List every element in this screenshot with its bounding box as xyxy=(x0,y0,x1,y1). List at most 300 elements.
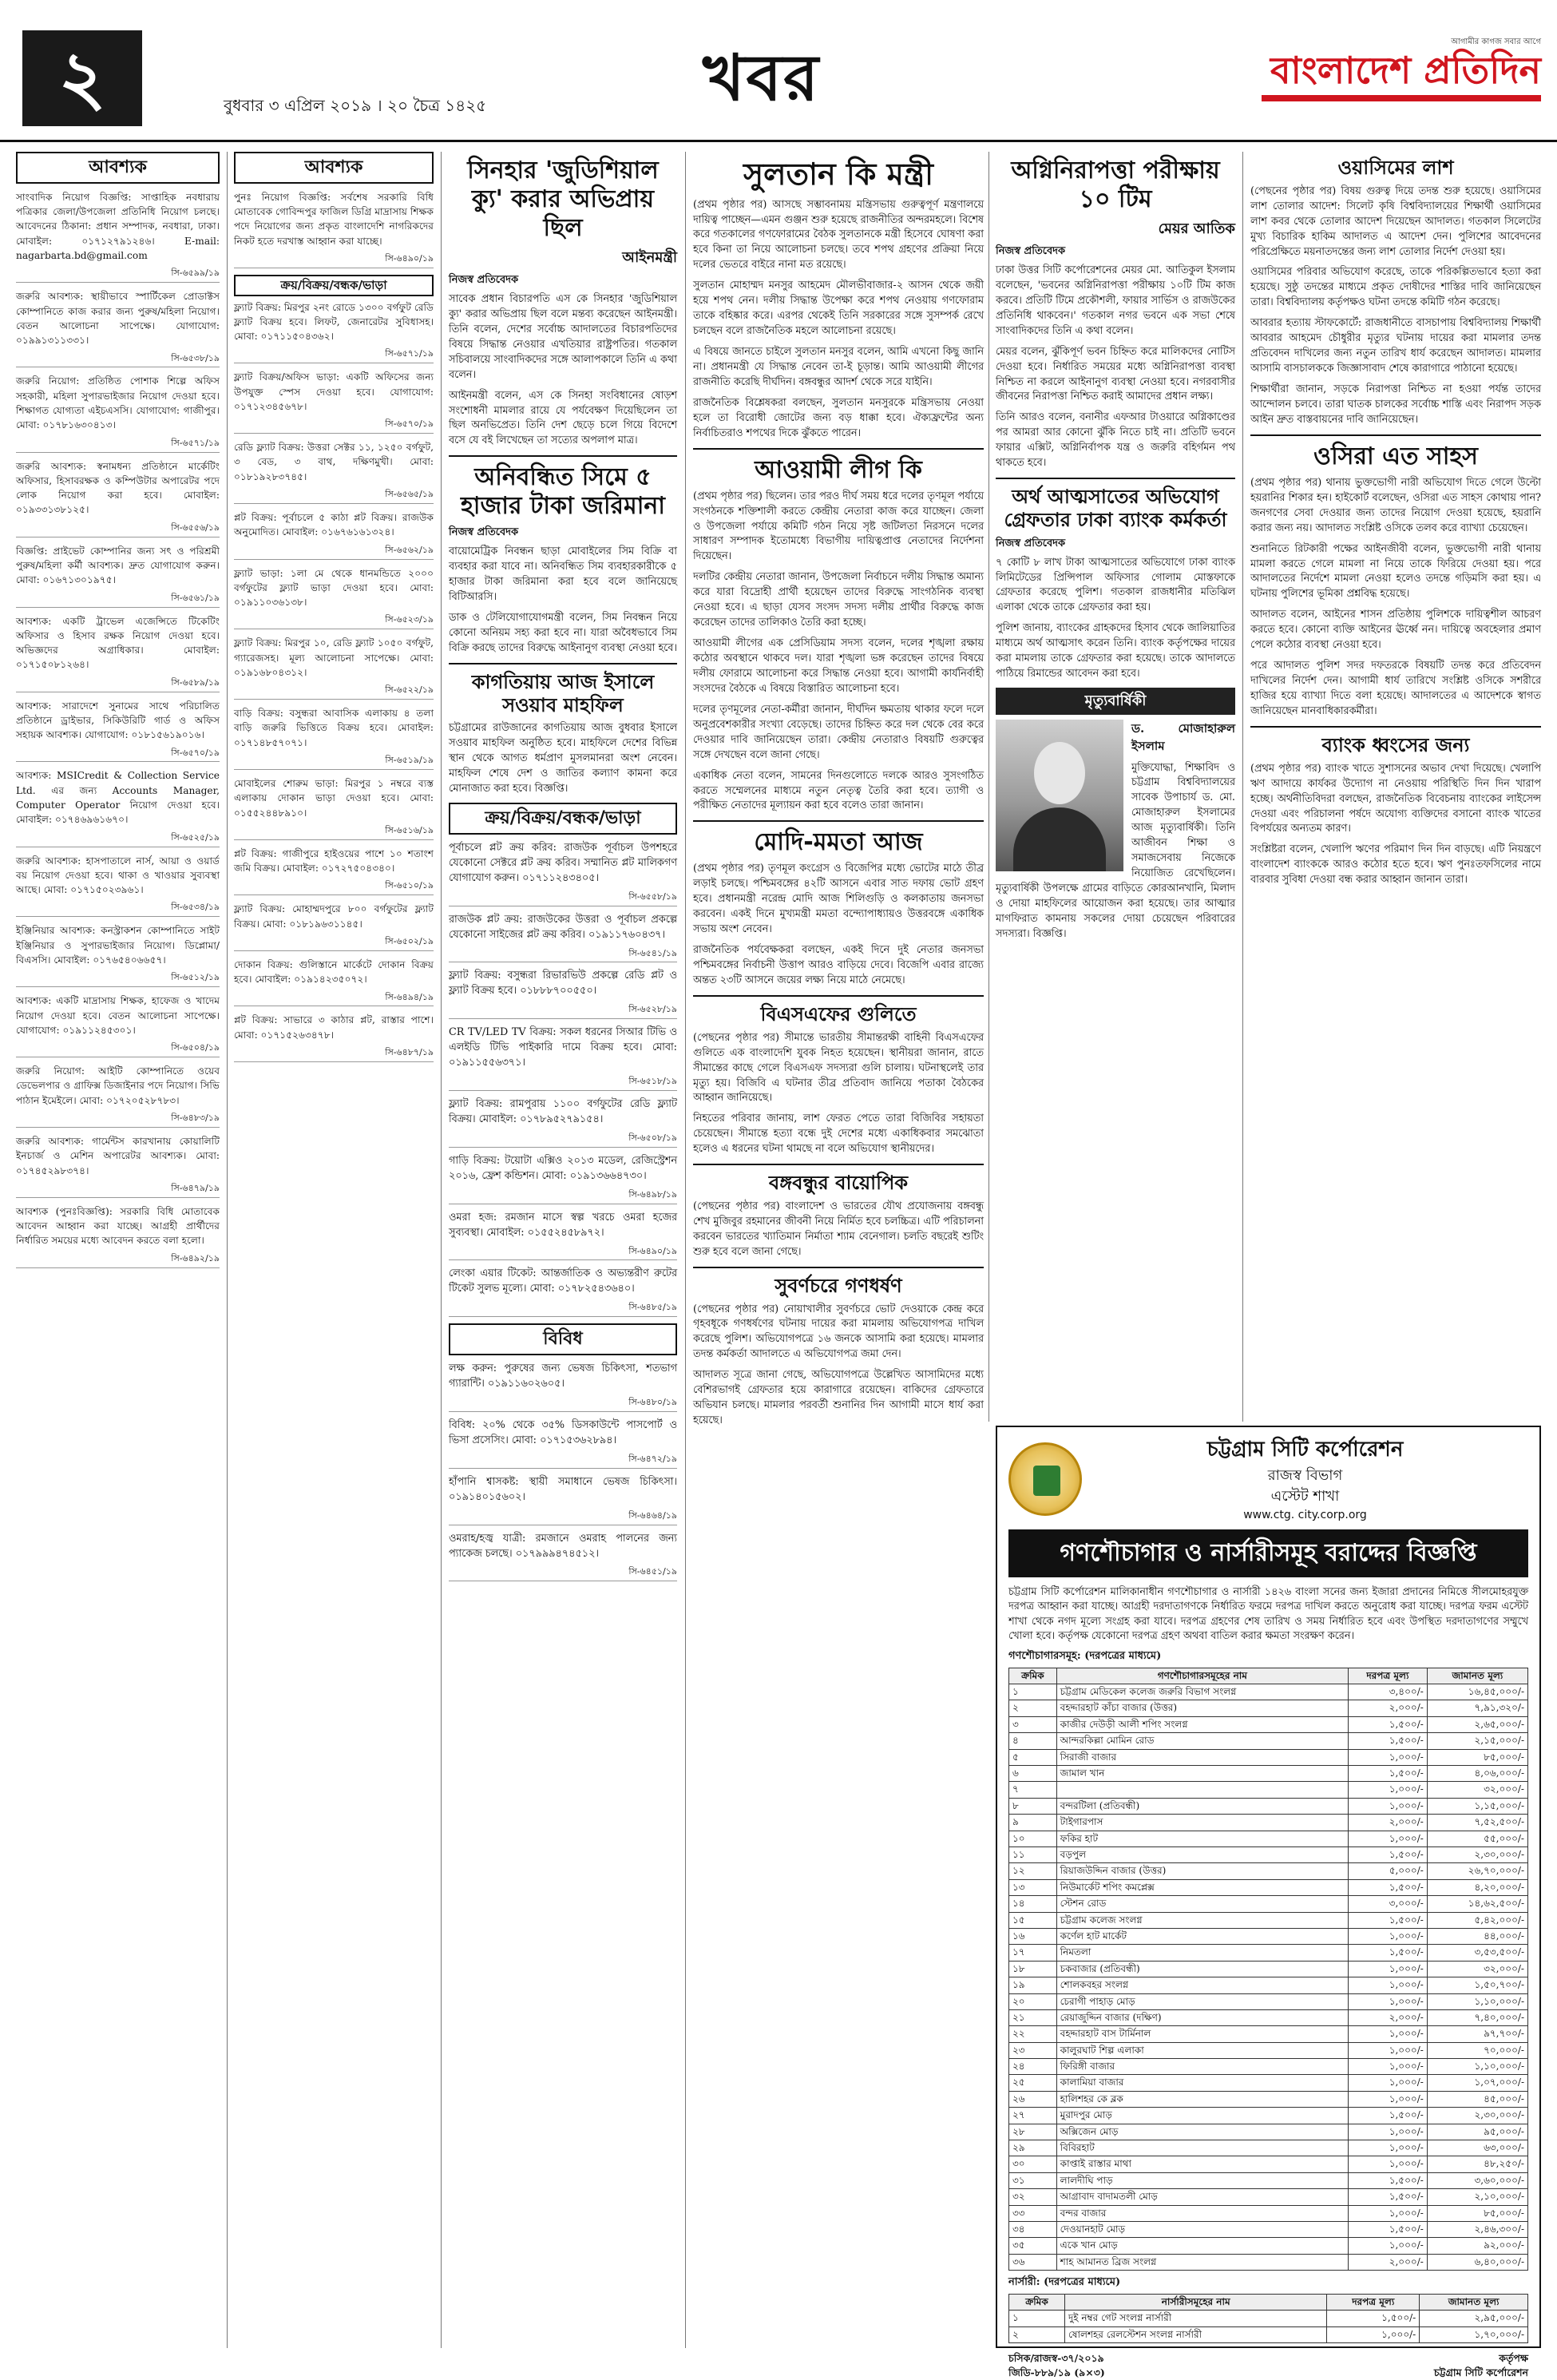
headline: ওয়াসিমের লাশ xyxy=(1337,157,1454,179)
classified-ad: লেংকা এয়ার টিকেট: আন্তর্জাতিক ও অভ্যন্তরীণ রুটের টিকেট সুলভ মূল্যে। মোবা: ০১৭৮২৫৪৩৬৪০। xyxy=(449,1267,677,1295)
table-cell: ৩৫ xyxy=(1009,2238,1057,2254)
table-cell: ১,৫০,৭০০/- xyxy=(1427,1977,1527,1993)
table-cell: ৩০ xyxy=(1009,2156,1057,2172)
classified-ad: জরুরি নিয়োগ: আইটি কোম্পানিতে ওয়েব ডেভেলপার ও গ্রাফিক্স ডিজাইনার পদে নিয়োগ। সিভি পাঠান ইমেইলে। মোবা: ০১৭২০৫২৮৭৮৩। xyxy=(16,1065,220,1106)
article-body xyxy=(1250,762,1541,889)
classified-ad: রেডি ফ্ল্যাট বিক্রয়: উত্তরা সেক্টর ১১, ১২৫০ বর্গফুট, ৩ বেড, ৩ বাথ, দক্ষিণমুখী। মোবা: ০১৮১৯২৮৩৭৪৫। xyxy=(234,442,434,482)
table-row xyxy=(1009,1847,1528,1863)
article-body xyxy=(449,545,677,656)
column-header: নার্সারীসমূহের নাম xyxy=(1064,2295,1326,2311)
table-cell: ১,০০০/- xyxy=(1348,1928,1427,1944)
article-body xyxy=(996,556,1235,683)
table-cell: ফকির হাট xyxy=(1056,1831,1348,1846)
ad-code: সি-৬৫৮৯/১৯ xyxy=(16,676,220,692)
signatory-org: চট্টগ্রাম সিটি কর্পোরেশন xyxy=(1433,2366,1528,2379)
classified-ad: ফ্ল্যাট বিক্রয়: মিরপুর ১০, রেডি ফ্ল্যাট ১০৫০ বর্গফুট, গ্যারেজসহ। মূল্য আলোচনা সাপেক্ষে। মোবা: ০১৯১৬৮০৪৩১২। xyxy=(234,637,434,678)
column-3 xyxy=(449,152,677,2348)
table-cell: রিয়াজউদ্দিন বাজার (উত্তর) xyxy=(1056,1863,1348,1879)
column-6 xyxy=(1250,152,1541,1418)
table-cell: ২৩ xyxy=(1009,2042,1057,2058)
table-cell: ১,০০০/- xyxy=(1348,1977,1427,1993)
ad-code: সি-৬৪৯২/১৯ xyxy=(16,1252,220,1268)
ad-code: সি-৬৪৭২/১৯ xyxy=(449,1453,677,1469)
paragraph: (প্রথম পৃষ্ঠার পর) ছিলেন। তার পরও দীর্ঘ সময় ধরে দলের তৃণমূল পর্যায়ে সংগঠনকে শক্তিশালী করতে কেন্দ্রীয় নেতারা কাজ করে যাচ্ছেন। জেলা ও উপজেলা পর্যায়ে কমিটি গঠন নিয়ে সৃষ্ট জটিলতা নিরসনে দলের সাধারণ সম্পাদক ইতোমধ্যে বিভাগীয় দায়িত্বপ্রাপ্ত নেতাদের নির্দেশনা দিয়েছেন। xyxy=(693,490,984,563)
table-row xyxy=(1009,1945,1528,1961)
table-cell: ৯২,০০০/- xyxy=(1427,2238,1527,2254)
table-cell: ৩২,০০০/- xyxy=(1427,1961,1527,1977)
divider xyxy=(693,1164,984,1165)
column-rule xyxy=(227,152,228,2348)
table-row xyxy=(1009,2108,1528,2124)
table-row xyxy=(1009,1831,1528,1846)
paragraph: (পেছনের পৃষ্ঠার পর) নোয়াখালীর সুবর্ণচরে ভোট দেওয়াকে কেন্দ্র করে গৃহবধূকে গণধর্ষণের ঘটনায় দায়ের করা মামলায় অভিযোগপত্র দাখিল করেছে পুলিশ। অভিযোগপত্রে ১৬ জনকে আসামি করা হয়েছে। মামলার তদন্ত কর্মকর্তা আদালতে এ অভিযোগপত্র জমা দেন। xyxy=(693,1303,984,1361)
notice-header xyxy=(1008,1435,1528,1523)
classified-ad: রাজউক প্লট ক্রয়: রাজউকের উত্তরা ও পূর্বাচল প্রকল্পে যেকোনো সাইজের প্লট ক্রয় করিব। ০১৯১১৭৬০৪৩৭। xyxy=(449,913,677,941)
table-cell: ১,৫০০/- xyxy=(1348,2172,1427,2188)
table-row xyxy=(1009,1912,1528,1928)
classified-ad: আবশ্যক: একটি মাদ্রাসায় শিক্ষক, হাফেজ ও খাদেম নিয়োগ দেওয়া হবে। বেতন আলোচনা সাপেক্ষে। যোগাযোগ: ০১৯১১২৪৫৩০১। xyxy=(16,995,220,1036)
table-cell: নিউমার্কেট শপিং কমপ্লেক্স xyxy=(1056,1879,1348,1895)
table-cell: ২,৬৫,০০০/- xyxy=(1427,1716,1527,1732)
classified-ad: পুনঃ নিয়োগ বিজ্ঞপ্তি: সর্বশেষ সরকারি বিধি মোতাবেক গোবিন্দপুর ফাজিল ডিগ্রি মাদ্রাসায় শিক্ষক পদে নিয়োগের জন্য প্রকৃত বাংলাদেশি নাগরিকদের নিকট হতে দরখাস্ত আহ্বান করা যাচ্ছে। xyxy=(234,191,434,247)
column-header: দরপত্র মূল্য xyxy=(1327,2295,1420,2311)
table-cell: ১,০০০/- xyxy=(1327,2326,1420,2342)
table-cell: ৭০,০০০/- xyxy=(1427,2042,1527,2058)
table-row xyxy=(1009,1896,1528,1912)
table-cell: ২,৯৫,০০০/- xyxy=(1420,2311,1528,2326)
divider xyxy=(693,1267,984,1268)
table-cell: বন্দর বাজার xyxy=(1056,2205,1348,2221)
classified-list xyxy=(16,190,220,1268)
article-body xyxy=(693,1303,984,1430)
classified-list xyxy=(234,190,434,1062)
table-cell: ১ xyxy=(1009,2311,1065,2326)
table-cell: ১,০০০/- xyxy=(1348,2238,1427,2254)
headline: বিএসএফের গুলিতে xyxy=(760,1002,917,1025)
table-cell: কর্ণেল হাট মার্কেট xyxy=(1056,1928,1348,1944)
table-cell: ১,০০০/- xyxy=(1348,1831,1427,1846)
table-cell: ১,০০০/- xyxy=(1348,2075,1427,2091)
table-cell: ১,৫০০/- xyxy=(1348,1912,1427,1928)
paragraph: চট্টগ্রামের রাউজানের কাগতিয়ায় আজ বুধবার ইসালে সওয়াব মাহফিল অনুষ্ঠিত হবে। মাহফিলে দেশের বিভিন্ন স্থান থেকে আগত ধর্মপ্রাণ মুসলমানরা অংশ নেবেন। মাহফিল শেষে দেশ ও জাতির কল্যাণ কামনা করে মোনাজাত করা হবে। বিজ্ঞপ্তি। xyxy=(449,722,677,795)
article-body xyxy=(996,264,1235,471)
column-rule xyxy=(441,152,442,2348)
table-row xyxy=(1009,1879,1528,1895)
ad-code: সি-৬৫২৫/১৯ xyxy=(16,831,220,847)
brand-tagline: আগামীর কাগজ সবার আগে xyxy=(1451,38,1541,46)
table-row xyxy=(1009,2156,1528,2172)
classified-heading: আবশ্যক xyxy=(16,152,220,184)
table-cell xyxy=(1056,1782,1348,1798)
table-cell: ১,০০০/- xyxy=(1348,1782,1427,1798)
article-body xyxy=(1250,184,1541,428)
table-cell: ১,০০০/- xyxy=(1348,2042,1427,2058)
classified-list xyxy=(449,841,677,1317)
table-cell: ৪ xyxy=(1009,1733,1057,1749)
divider xyxy=(693,448,984,450)
paragraph: দলের তৃণমূলের নেতা-কর্মীরা জানান, দীর্ঘদিন ক্ষমতায় থাকার ফলে দলে অনুপ্রবেশকারীর সংখ্যা বেড়েছে। তাদের চিহ্নিত করে দল থেকে বের করে দেওয়ার দাবি জানিয়েছেন তারা। কেন্দ্রীয় নেতারাও বিষয়টি গুরুত্বের সঙ্গে দেখছেন বলে জানা গেছে। xyxy=(693,703,984,761)
table-row xyxy=(1009,2009,1528,2025)
paragraph: (প্রথম পৃষ্ঠার পর) তৃণমূল কংগ্রেস ও বিজেপির মধ্যে ভোটের মাঠে তীব্র লড়াই চলছে। পশ্চিমবঙ্গের ৪২টি আসনে এবার সাত দফায় ভোট গ্রহণ হবে। প্রধানমন্ত্রী নরেন্দ্র মোদি আজ শিলিগুড়ি ও কলকাতায় জনসভা করবেন। একই দিনে মুখ্যমন্ত্রী মমতা বন্দ্যোপাধ্যায়ও উত্তরবঙ্গে একাধিক সভায় অংশ নেবেন। xyxy=(693,863,984,936)
article-body xyxy=(449,292,677,449)
table-row xyxy=(1009,2205,1528,2221)
paragraph: ডাক ও টেলিযোগাযোগমন্ত্রী বলেন, সিম নিবন্ধন নিয়ে কোনো অনিয়ম সহ্য করা হবে না। যারা অবৈধভাবে সিম বিক্রি করছে তাদের বিরুদ্ধে আইনানুগ ব্যবস্থা নেওয়া হবে। xyxy=(449,611,678,654)
classified-ad: বিবিধ: ২০% থেকে ৩৫% ডিসকাউন্টে পাসপোর্ট ও ভিসা প্রসেসিং। মোবা: ০১৭১৫৩৬২৮৯৪। xyxy=(449,1418,677,1446)
table-cell: ১,৫০০/- xyxy=(1348,2108,1427,2124)
table-cell: ১,৫০০/- xyxy=(1348,1716,1427,1732)
table-cell: ২৬ xyxy=(1009,2091,1057,2107)
paragraph: সুলতান মোহাম্মদ মনসুর আহমেদ মৌলভীবাজার-২ আসন থেকে জয়ী হয়ে শপথ নেন। দলীয় সিদ্ধান্ত উপেক্ষা করে শপথ নেওয়ায় গণফোরাম তাকে বহিষ্কার করে। এরপর থেকেই তিনি সরকারের সঙ্গে সুসম্পর্ক রেখে চলছেন বলে রাজনৈতিক মহলে আলোচনা রয়েছে। xyxy=(693,280,984,338)
table-row xyxy=(1009,1716,1528,1732)
ad-code: সি-৬৫০২/১৯ xyxy=(234,935,434,951)
byline: নিজস্ব প্রতিবেদক xyxy=(996,537,1066,549)
ad-code: সি-৬৫১৯/১৯ xyxy=(234,754,434,770)
table-cell: ৬,৪০,০০০/- xyxy=(1427,2254,1527,2270)
article-body xyxy=(693,490,984,815)
ad-code: সি-৬৫১৮/১৯ xyxy=(449,1075,677,1091)
classified-ad: প্লট বিক্রয়: গাজীপুরে হাইওয়ের পাশে ১০ শতাংশ জমি বিক্রয়। মোবাইল: ০১৭২৭৫০৪৩৪০। xyxy=(234,847,434,875)
paragraph: (প্রথম পৃষ্ঠার পর) ব্যাংক খাতে সুশাসনের অভাব দেখা দিয়েছে। খেলাপি ঋণ আদায়ে কার্যকর উদ্যোগ না নেওয়ায় পরিস্থিতি দিন দিন খারাপ হচ্ছে। অর্থনীতিবিদরা বলছেন, রাজনৈতিক বিবেচনায় ব্যাংকের লাইসেন্স দেওয়া এবং পরিচালনা পর্ষদে অযোগ্য ব্যক্তিদের বসানো ব্যাংক খাতের বিপর্যয়ের অন্যতম কারণ। xyxy=(1250,762,1541,835)
ad-code: সি-৬৫১০/১৯ xyxy=(234,879,434,895)
table-cell: ১৬ xyxy=(1009,1928,1057,1944)
table-cell: ১ xyxy=(1009,1684,1057,1700)
ad-code: সি-৬৫৩৮/১৯ xyxy=(16,352,220,368)
table-cell: ১,০০০/- xyxy=(1348,1961,1427,1977)
table-cell: বড়পুল xyxy=(1056,1847,1348,1863)
quote-author: আইনমন্ত্রী xyxy=(622,249,677,266)
headline: সুবর্ণচরে গণধর্ষণ xyxy=(775,1274,902,1297)
headline: অর্থ আত্মসাতের অভিযোগ গ্রেফতার ঢাকা ব্যাংক কর্মকর্তা xyxy=(1004,486,1227,531)
column-4 xyxy=(693,152,984,2348)
paragraph: আবরার হত্যায় স্টাফকোর্টে: রাজধানীতে বাসচাপায় বিশ্ববিদ্যালয় শিক্ষার্থী আবরার আহমেদ চৌধুরীর মৃত্যুর ঘটনায় দায়ের করা মামলার তদন্ত প্রতিবেদন দাখিলের জন্য নতুন তারিখ ধার্য করেছেন আদালত। মামলার আসামি বাসচালককে জিজ্ঞাসাবাদ শেষে কারাগারে পাঠানো হয়েছে। xyxy=(1250,317,1541,375)
byline: নিজস্ব প্রতিবেদক xyxy=(996,245,1066,258)
classified-ad: জরুরি আবশ্যক: স্বনামধন্য প্রতিষ্ঠানে মার্কেটিং অফিসার, হিসাবরক্ষক ও কম্পিউটার অপারেটর পদে লোক নিয়োগ করা হবে। মোবাইল: ০১৯৩৩১৩৮১২৫। xyxy=(16,460,220,516)
table-cell: ২২ xyxy=(1009,2026,1057,2042)
article-body xyxy=(693,1031,984,1158)
paragraph: ৭ কোটি ৮ লাখ টাকা আত্মসাতের অভিযোগে ঢাকা ব্যাংক লিমিটেডের প্রিন্সিপাল অফিসার গোলাম মোস্তফাকে গ্রেফতার করেছে পুলিশ। গতকাল রাজধানীর মতিঝিল এলাকা থেকে তাকে গ্রেফতার করা হয়। xyxy=(996,556,1235,614)
table-row xyxy=(1009,1993,1528,2009)
ad-code: সি-৬৫২৮/১৯ xyxy=(449,1003,677,1019)
ad-code: সি-৬৫২৩/১৯ xyxy=(234,613,434,629)
table-cell: ১,৭০,০০০/- xyxy=(1420,2326,1528,2342)
classified-ad: দোকান বিক্রয়: গুলিস্তানে মার্কেটে দোকান বিক্রয় হবে। মোবাইল: ০১৯১৪২৩৫০৭২। xyxy=(234,958,434,986)
classified-ad: গাড়ি বিক্রয়: টয়োটা এক্সিও ২০১৩ মডেল, রেজিস্ট্রেশন ২০১৬, ফ্রেশ কন্ডিশন। মোবা: ০১৯১৩৬৬৪৭৩০। xyxy=(449,1154,677,1182)
table-row xyxy=(1009,1782,1528,1798)
headline: মোদি-মমতা আজ xyxy=(754,828,923,857)
paragraph: ওয়াসিমের পরিবার অভিযোগ করেছে, তাকে পরিকল্পিতভাবে হত্যা করা হয়েছে। সুষ্ঠু তদন্তের মাধ্যমে প্রকৃত দোষীদের শাস্তির দাবি জানিয়েছেন তারা। বিশ্ববিদ্যালয় কর্তৃপক্ষও ঘটনা তদন্তে কমিটি গঠন করেছে। xyxy=(1250,266,1541,309)
table-row xyxy=(1009,1766,1528,1782)
notice-intro: চট্টগ্রাম সিটি কর্পোরেশন মালিকানাধীন গণশৌচাগার ও নার্সারী ১৪২৬ বাংলা সনের জন্য ইজারা প্রদানের নিমিত্তে সীলমোহরযুক্ত দরপত্র আহ্বান করা যাচ্ছে। আগ্রহী দরদাতাগণকে নির্ধারিত ফরমে দরপত্র দাখিল করতে অনুরোধ করা যাচ্ছে। দরপত্র ফরম এস্টেট শাখা থেকে নগদ মূল্যে সংগ্রহ করা যাবে। দরপত্র গ্রহণের শেষ তারিখ ও সময় নির্ধারিত হবে এবং উপস্থিত দরদাতাগণের সম্মুখে খোলা হবে। কর্তৃপক্ষ যেকোনো দরপত্র গ্রহণ অথবা বাতিল করার ক্ষমতা সংরক্ষণ করেন। xyxy=(1008,1585,1528,1643)
column-header: দরপত্র মূল্য xyxy=(1348,1668,1427,1684)
table-cell: কালুরঘাট শিল্প এলাকা xyxy=(1056,2042,1348,2058)
classified-ad: আবশ্যক: সারাদেশে সুনামের সাথে পরিচালিত প্রতিষ্ঠানে ড্রাইভার, সিকিউরিটি গার্ড ও অফিস সহায়ক আবশ্যক। যোগাযোগ: ০১৮১৫৬১৯০১৬। xyxy=(16,700,220,741)
divider xyxy=(449,663,677,664)
ad-code: সি-৬৪৮৫/১৯ xyxy=(449,1301,677,1317)
paragraph: আদালত বলেন, আইনের শাসন প্রতিষ্ঠায় পুলিশকে দায়িত্বশীল আচরণ করতে হবে। কোনো ব্যক্তি আইনের ঊর্ধ্বে নন। দায়িত্বে অবহেলার প্রমাণ পেলে কঠোর ব্যবস্থা নেওয়া হবে। xyxy=(1250,609,1541,652)
paragraph: শুনানিতে রিটকারী পক্ষের আইনজীবী বলেন, ভুক্তভোগী নারী থানায় মামলা করতে গেলে মামলা না নিয়ে তাকে ফিরিয়ে দেওয়া হয়। পরে আদালতের নির্দেশে মামলা নেওয়া হলেও তদন্তে গড়িমসি করা হয়। এ ঘটনায় পুলিশের ভূমিকা প্রশ্নবিদ্ধ হয়েছে। xyxy=(1250,542,1541,601)
ad-code: সি-৬৫২২/১৯ xyxy=(234,684,434,700)
issue-date: বুধবার ৩ এপ্রিল ২০১৯ । ২০ চৈত্র ১৪২৫ xyxy=(224,96,487,115)
section-title: খবর xyxy=(703,41,821,115)
table-cell: ১,০০০/- xyxy=(1348,1798,1427,1814)
ad-code: সি-৬৫৯৯/১৯ xyxy=(16,267,220,283)
ad-code: সি-৬৫৭০/১৯ xyxy=(16,747,220,763)
classified-ad: বিজ্ঞপ্তি: প্রাইভেট কোম্পানির জন্য সৎ ও পরিশ্রমী পুরুষ/মহিলা কর্মী আবশ্যক। দ্রুত যোগাযোগ করুন। মোবা: ০১৬৭১৩০১৯৭৫। xyxy=(16,545,220,586)
byline: নিজস্ব প্রতিবেদক xyxy=(449,274,519,287)
table-cell: ৩৪ xyxy=(1009,2221,1057,2237)
table-cell: ৭,৪০,০০০/- xyxy=(1427,2009,1527,2025)
paragraph: নিহতের পরিবার জানায়, লাশ ফেরত পেতে তারা বিজিবির সহায়তা চেয়েছেন। সীমান্তে হত্যা বন্ধে দুই দেশের মধ্যে একাধিকবার সমঝোতা হলেও এ ধরনের ঘটনা থামছে না বলে অভিযোগ স্থানীয়দের। xyxy=(693,1113,984,1156)
ad-code: সি-৬৫৭১/১৯ xyxy=(16,437,220,453)
table-row xyxy=(1009,1798,1528,1814)
table-row xyxy=(1009,2221,1528,2237)
table-cell: ১,০০০/- xyxy=(1348,1993,1427,2009)
classified-ad: আবশ্যক: একটি ট্রাভেল এজেন্সিতে টিকেটিং অফিসার ও হিসাব রক্ষক নিয়োগ দেওয়া হবে। অভিজ্ঞদের অগ্রাধিকার। মোবাইল: ০১৭১৫০৮১২৬৪। xyxy=(16,615,220,671)
paragraph: দলটির কেন্দ্রীয় নেতারা জানান, উপজেলা নির্বাচনে দলীয় সিদ্ধান্ত অমান্য করে যারা বিদ্রোহী প্রার্থী হয়েছেন তাদের বিরুদ্ধে সাংগঠনিক ব্যবস্থা নেওয়া হবে। এ ছাড়া যেসব সংসদ সদস্য দলীয় প্রার্থীর বিরুদ্ধে কাজ করেছেন তাদের তালিকাও তৈরি করা হচ্ছে। xyxy=(693,571,984,629)
table-row xyxy=(1009,2091,1528,2107)
table-cell: অক্সিজেন মোড় xyxy=(1056,2124,1348,2140)
classified-ad: লক্ষ করুন: পুরুষের জন্য ভেষজ চিকিৎসা, শতভাগ গ্যারান্টি। ০১৯১১৬০২৬০৫। xyxy=(449,1363,677,1390)
table-row xyxy=(1009,1815,1528,1831)
article-body xyxy=(693,862,984,989)
table-cell: ১,১০,০০০/- xyxy=(1427,2059,1527,2075)
headline: সুলতান কি মন্ত্রী xyxy=(743,157,933,192)
table-cell: ১৯ xyxy=(1009,1977,1057,1993)
notice-website: www.ctg. city.corp.org xyxy=(1243,1508,1367,1521)
divider xyxy=(693,820,984,822)
table-cell: ২ xyxy=(1009,2326,1065,2342)
classified-ad: আবশ্যক (পুনঃবিজ্ঞপ্তি): সরকারি বিধি মোতাবেক আবেদন আহ্বান করা যাচ্ছে। আগ্রহী প্রার্থীদের নির্ধারিত সময়ের মধ্যে আবেদন করতে বলা হলো। xyxy=(16,1205,220,1247)
ad-code: সি-৬৫৫৬/১৯ xyxy=(16,522,220,537)
headline: অনিবন্ধিত সিমে ৫ হাজার টাকা জরিমানা xyxy=(460,463,665,521)
table-row xyxy=(1009,2254,1528,2270)
page-number: ২ xyxy=(22,30,142,126)
ad-code: সি-৬৫০৪/১৯ xyxy=(16,1041,220,1057)
table-cell: দেওয়ানহাট মোড় xyxy=(1056,2221,1348,2237)
table-row xyxy=(1009,2124,1528,2140)
table-cell: বহদ্দারহাট কাঁচা বাজার (উত্তর) xyxy=(1056,1700,1348,1716)
city-corporation-seal xyxy=(1008,1442,1082,1516)
table-cell: চকবাজার (প্রতিবন্ধী) xyxy=(1056,1961,1348,1977)
divider xyxy=(1250,726,1541,728)
ad-code: সি-৬৪৯০/১৯ xyxy=(449,1245,677,1261)
classified-ad: জরুরি আবশ্যক: গার্মেন্টস কারখানায় কোয়ালিটি ইনচার্জ ও মেশিন অপারেটর আবশ্যক। মোবা: ০১৭৪৫২৯৮৩৭৪। xyxy=(16,1135,220,1176)
headline: বঙ্গবন্ধুর বায়োপিক xyxy=(768,1172,909,1195)
ad-code: সি-৬৫১২/১৯ xyxy=(16,971,220,987)
headline: ব্যাংক ধ্বংসের জন্য xyxy=(1321,733,1470,756)
notice-issuer xyxy=(1082,1435,1528,1523)
table-row xyxy=(1009,2311,1528,2326)
table-row xyxy=(1009,2140,1528,2156)
obituary xyxy=(996,720,1235,942)
table-cell: ১,১০,০০০/- xyxy=(1427,1993,1527,2009)
table-cell: ৩১ xyxy=(1009,2172,1057,2188)
table-cell: ৯ xyxy=(1009,1815,1057,1831)
classified-ad: সাংবাদিক নিয়োগ বিজ্ঞপ্তি: সাপ্তাহিক নবধারায় পত্রিকার জেলা/উপজেলা প্রতিনিধি নিয়োগ চলছে। আবেদনের ঠিকানা: প্রধান সম্পাদক, নবধারা, ঢাকা। মোবাইল: ০১৭১২৭৯১২৪৬। E-mail: nagarbarta.bd@gmail.com xyxy=(16,191,220,262)
brand-name: বাংলাদেশ প্রতিদিন xyxy=(1270,48,1541,92)
byline: নিজস্ব প্রতিবেদক xyxy=(449,526,519,539)
table-cell: চট্টগ্রাম কলেজ সংলগ্ন xyxy=(1056,1912,1348,1928)
ad-code: সি-৬৪৯৪/১৯ xyxy=(234,991,434,1007)
ad-code: সি-৬৪৮৭/১৯ xyxy=(234,1046,434,1062)
table-cell: ১,০০০/- xyxy=(1348,1749,1427,1765)
ad-code: সি-৬৪৯০/১৯ xyxy=(234,252,434,268)
table-cell: ১,৫০০/- xyxy=(1348,1733,1427,1749)
table-cell: শোলকবহর সংলগ্ন xyxy=(1056,1977,1348,1993)
notice-org: চট্টগ্রাম সিটি কর্পোরেশন xyxy=(1206,1438,1404,1462)
notice-dept: রাজস্ব বিভাগ xyxy=(1267,1466,1343,1484)
table-cell: হালিশহর কে ব্লক xyxy=(1056,2091,1348,2107)
table-cell: ৭,৫২,৫০০/- xyxy=(1427,1815,1527,1831)
column-header: ক্রমিক xyxy=(1009,1668,1057,1684)
article-body xyxy=(693,198,984,442)
table-cell: ১,০০০/- xyxy=(1348,2059,1427,2075)
table-cell: ৩,৫৩,৫০০/- xyxy=(1427,1945,1527,1961)
column-5 xyxy=(996,152,1235,1418)
table-cell: ১৪ xyxy=(1009,1896,1057,1912)
table-cell: ১৩ xyxy=(1009,1879,1057,1895)
table-row xyxy=(1009,2326,1528,2342)
article-body xyxy=(1250,476,1541,720)
ad-code: সি-৬৫৩৪/১৯ xyxy=(16,901,220,917)
classified-ad: বাড়ি বিক্রয়: বসুন্ধরা আবাসিক এলাকায় ৪ তলা বাড়ি জরুরি ভিত্তিতে বিক্রয় হবে। মোবাইল: ০১৭১৪৮৫৭০৭১। xyxy=(234,708,434,748)
paragraph: (পেছনের পৃষ্ঠার পর) বিষয় গুরুত্ব দিয়ে তদন্ত শুরু হয়েছে। ওয়াসিমের লাশ তোলার আদেশ: সিলেট কৃষি বিশ্ববিদ্যালয়ের শিক্ষার্থী ওয়াসিমের লাশ কবর থেকে তোলার আদেশ দিয়েছেন আদালত। গতকাল সিলেটের মুখ্য বিচারিক হাকিম আদালত এ আদেশ দেন। পুলিশের আবেদনের পরিপ্রেক্ষিতে ময়নাতদন্তের জন্য লাশ তোলার নির্দেশ দেওয়া হয়। xyxy=(1250,184,1541,258)
ad-code: সি-৬৫১৬/১৯ xyxy=(234,824,434,840)
paragraph: শিক্ষার্থীরা জানান, সড়কে নিরাপত্তা নিশ্চিত না হওয়া পর্যন্ত তাদের আন্দোলন চলবে। তারা ঘাতক চালকের সর্বোচ্চ শাস্তি এবং নিরাপদ সড়ক আইন দ্রুত বাস্তবায়নের দাবি জানিয়েছেন। xyxy=(1250,383,1541,426)
portrait-photo xyxy=(996,720,1123,871)
table-cell: ১,০০০/- xyxy=(1348,2140,1427,2156)
table-cell: ৩,০০০/- xyxy=(1348,1896,1427,1912)
table-cell: ২,৩০,০০০/- xyxy=(1427,2108,1527,2124)
table-cell: ২,০০০/- xyxy=(1348,2254,1427,2270)
table-cell: ১,১৫,০০০/- xyxy=(1427,1798,1527,1814)
obituary-heading: মৃত্যুবার্ষিকী xyxy=(996,688,1235,715)
ad-code: সি-৬৫৫৮/১৯ xyxy=(449,891,677,906)
table-cell: ৮৫,০০০/- xyxy=(1427,2205,1527,2221)
table-cell: ৪৫,০০০/- xyxy=(1427,2091,1527,2107)
table-cell: ২৭ xyxy=(1009,2108,1057,2124)
table-cell: ২ xyxy=(1009,1700,1057,1716)
table-cell: লালদীঘি পাড় xyxy=(1056,2172,1348,2188)
notice-branch: এস্টেট শাখা xyxy=(1270,1487,1340,1505)
table-cell: স্টেশন রোড xyxy=(1056,1896,1348,1912)
ad-code: জিডি-৮৮৯/১৯ (৯×৩) xyxy=(1008,2366,1105,2379)
classifieds-column-2 xyxy=(234,152,434,2348)
brand-underline xyxy=(1262,95,1541,101)
ad-code: সি-৬৪৮০/১৯ xyxy=(449,1396,677,1412)
table-cell: বন্দরটিলা (প্রতিবন্ধী) xyxy=(1056,1798,1348,1814)
table-row xyxy=(1009,1700,1528,1716)
paragraph: আদালত সূত্রে জানা গেছে, অভিযোগপত্রে উল্লেখিত আসামিদের মধ্যে বেশিরভাগই গ্রেফতার হয়ে কারাগারে রয়েছেন। বাকিদের গ্রেফতারে অভিযান চলছে। মামলার পরবর্তী শুনানির দিন আগামী মাসে ধার্য করা হয়েছে। xyxy=(693,1369,984,1427)
column-header: জামানত মূল্য xyxy=(1427,1668,1527,1684)
table-cell: ৫ xyxy=(1009,1749,1057,1765)
table-row xyxy=(1009,2189,1528,2205)
ad-code: সি-৬৪৯৮/১৯ xyxy=(449,1188,677,1204)
ad-code: সি-৬৪৬৪/১৯ xyxy=(449,1509,677,1525)
table-cell: কালামিয়া বাজার xyxy=(1056,2075,1348,2091)
paragraph: রাজনৈতিক বিশ্লেষকরা বলছেন, সুলতান মনসুরকে মন্ত্রিসভায় নেওয়া হলে তা বিরোধী জোটের জন্য বড় ধাক্কা হবে। ঐক্যফ্রন্টের অন্য নির্বাচিতরাও শপথের দিকে ঝুঁকতে পারেন। xyxy=(693,396,984,439)
nursery-table xyxy=(1008,2294,1528,2343)
table-cell: একে খান মোড় xyxy=(1056,2238,1348,2254)
table-cell: ২৯ xyxy=(1009,2140,1057,2156)
ad-code: সি-৬৫৭০/১৯ xyxy=(234,418,434,434)
classified-ad: CR TV/LED TV বিক্রয়: সকল ধরনের সিআর টিভি ও এলইডি টিভি পাইকারি দামে বিক্রয় হবে। মোবা: ০১৯১১৫৫৬৩৭১। xyxy=(449,1026,677,1069)
ad-code: সি-৬৫৭১/১৯ xyxy=(234,347,434,363)
divider xyxy=(449,455,677,457)
classified-ad: ফ্ল্যাট বিক্রয়/অফিস ভাড়া: একটি অফিসের জন্য উপযুক্ত স্পেস দেওয়া হবে। যোগাযোগ: ০১৭১২৩৪৫৬৭৮। xyxy=(234,371,434,412)
table-cell: ১,৫০০/- xyxy=(1348,2189,1427,2205)
table-cell: কাজীর দেউড়ী আলী শপিং সংলগ্ন xyxy=(1056,1716,1348,1732)
table-cell: ৩,৪০০/- xyxy=(1348,1684,1427,1700)
classified-heading: আবশ্যক xyxy=(234,152,434,184)
classified-ad: জরুরি আবশ্যক: স্থায়ীভাবে স্পার্টিকেল প্রোডাক্টস কোম্পানিতে কাজ করার জন্য পুরুষ/মহিলা নিয়োগ। বেতন আলোচনা সাপেক্ষে। যোগাযোগ: ০১৯৯১৩১১৩৩১। xyxy=(16,291,220,347)
table-body xyxy=(1009,1684,1528,2271)
table-cell: ২,৪৬,৩০০/- xyxy=(1427,2221,1527,2237)
classified-ad: প্লট বিক্রয়: পূর্বাচলে ৫ কাঠা প্লট বিক্রয়। রাজউক অনুমোদিত। মোবাইল: ০১৬৭৬১৬১৩২৪। xyxy=(234,512,434,538)
table-row xyxy=(1009,1863,1528,1879)
table-cell: চট্টগ্রাম মেডিকেল কলেজ জরুরি বিভাগ সংলগ্ন xyxy=(1056,1684,1348,1700)
table-cell: ৫,০০০/- xyxy=(1348,1863,1427,1879)
quote-author: মেয়র আতিক xyxy=(1158,220,1235,237)
table-cell: ২,১০,০০০/- xyxy=(1427,2189,1527,2205)
table-cell: ৮ xyxy=(1009,1798,1057,1814)
table-cell: ৭,৯১,৩২০/- xyxy=(1427,1700,1527,1716)
table-cell: ৬ xyxy=(1009,1766,1057,1782)
paragraph: সংশ্লিষ্টরা বলেন, খেলাপি ঋণের পরিমাণ দিন দিন বাড়ছে। এটি নিয়ন্ত্রণে বাংলাদেশ ব্যাংককে আরও কঠোর হতে হবে। ঋণ পুনঃতফসিলের নামে বারবার সুবিধা দেওয়া বন্ধ করার আহ্বান জানান তারা। xyxy=(1250,843,1541,887)
table-cell: ১১ xyxy=(1009,1847,1057,1863)
table-cell: ১,০৭,০০০/- xyxy=(1427,2075,1527,2091)
table-cell: ষোলশহর রেলস্টেশন সংলগ্ন নার্সারী xyxy=(1064,2326,1326,2342)
column-header: গণশৌচাগারসমূহের নাম xyxy=(1056,1668,1348,1684)
ad-code: সি-৬৫৬২/১৯ xyxy=(234,544,434,560)
table-cell: ৪,০৬,০০০/- xyxy=(1427,1766,1527,1782)
tender-notice xyxy=(996,1426,1541,2379)
masthead xyxy=(0,0,1557,142)
classified-ad: আবশ্যক: MSICredit & Collection Service Ltd. এর জন্য Accounts Manager, Computer Operator নিয়োগ দেওয়া হবে। মোবাইল: ০১৭৪৬৯৬১৬৭০। xyxy=(16,770,220,826)
table-header-row xyxy=(1009,2295,1528,2311)
paragraph: এ বিষয়ে জানতে চাইলে সুলতান মনসুর বলেন, আমি এখনো কিছু জানি না। প্রধানমন্ত্রী যে সিদ্ধান্ত নেবেন তা-ই চূড়ান্ত। আমি আওয়ামী লীগের রাজনীতি করেছি দীর্ঘদিন। বঙ্গবন্ধুর আদর্শ থেকে সরে যাইনি। xyxy=(693,346,984,388)
column-header: জামানত মূল্য xyxy=(1420,2295,1528,2311)
brand-logo xyxy=(1262,37,1541,101)
ad-code: সি-৬৫০৮/১৯ xyxy=(449,1132,677,1148)
table-cell: বহদ্দারহাট বাস টার্মিনাল xyxy=(1056,2026,1348,2042)
table-cell: ৩,৬০,০০০/- xyxy=(1427,2172,1527,2188)
ad-code: সি-৬৪৭৯/১৯ xyxy=(16,1182,220,1198)
classifieds-column-1 xyxy=(16,152,220,2348)
paragraph: মেয়র বলেন, ঝুঁকিপূর্ণ ভবন চিহ্নিত করে মালিকদের নোটিস দেওয়া হবে। নির্ধারিত সময়ের মধ্যে অগ্নিনিরাপত্তা ব্যবস্থা নিশ্চিত না করলে আইনানুগ ব্যবস্থা নেওয়া হবে। নগরবাসীর জীবনের নিরাপত্তা নিশ্চিত করাই আমাদের প্রধান লক্ষ্য। xyxy=(996,345,1235,403)
classified-ad: পূর্বাচলে প্লট ক্রয় করিব: রাজউক পূর্বাচল উপশহরে যেকোনো সেক্টরে প্লট ক্রয় করিব। সম্মানিত প্লট মালিকগণ যোগাযোগ করুন। ০১৭১১২৪৩৪০৫। xyxy=(449,841,677,884)
table-cell: ৩২,০০০/- xyxy=(1427,1782,1527,1798)
classified-ad: হাঁপানি শ্বাসকষ্ট: স্থায়ী সমাধানে ভেষজ চিকিৎসা। ০১৯১৪০১৫৬০২। xyxy=(449,1475,677,1503)
table-cell: ১৪,৬২,৫০০/- xyxy=(1427,1896,1527,1912)
classified-ad: জরুরি নিয়োগ: প্রতিষ্ঠিত পোশাক শিল্পে অফিস সহকারী, মহিলা সুপারভাইজার নিয়োগ দেওয়া হবে। শিক্ষাগত যোগ্যতা এইচএসসি। যোগাযোগ: গাজীপুর। মোবা: ০১৭৮১৬৩০৪১৩। xyxy=(16,375,220,431)
classified-ad: ওমরা হজ: রমজান মাসে স্বল্প খরচে ওমরা হজের সুব্যবস্থা। মোবাইল: ০১৫৫২৪৫৮৯৭২। xyxy=(449,1211,677,1239)
table-cell: ৯৫,০০০/- xyxy=(1427,2124,1527,2140)
table-cell: ১,৫০০/- xyxy=(1348,1945,1427,1961)
paragraph: সাবেক প্রধান বিচারপতি এস কে সিনহার 'জুডিশিয়াল ক্যু' করার অভিপ্রায় ছিল বলে মন্তব্য করেছেন আইনমন্ত্রী। তিনি বলেন, দেশের সর্বোচ্চ আদালতের বিচারপতিদের বিষয়ে সিদ্ধান্ত নেওয়ার এখতিয়ার রাষ্ট্রপতির। গতকাল সচিবালয়ে সাংবাদিকদের সঙ্গে আলাপকালে তিনি এ কথা বলেন। xyxy=(449,292,677,381)
table-cell: ১,৫০০/- xyxy=(1348,2221,1427,2237)
divider xyxy=(996,478,1235,479)
table-cell: ২,১৫,০০০/- xyxy=(1427,1733,1527,1749)
table-row xyxy=(1009,2238,1528,2254)
article-body xyxy=(449,721,677,797)
headline: ওসিরা এত সাহস xyxy=(1313,442,1478,470)
table-cell: ১২ xyxy=(1009,1863,1057,1879)
paragraph: রাজনৈতিক পর্যবেক্ষকরা বলছেন, একই দিনে দুই নেতার জনসভা পশ্চিমবঙ্গের নির্বাচনী উত্তাপ আরও বাড়িয়ে দেবে। বিজেপি এবার রাজ্যে অন্তত ২৩টি আসনে জয়ের লক্ষ্য নিয়ে মাঠে নেমেছে। xyxy=(693,944,984,986)
table-cell: বিবিরহাট xyxy=(1056,2140,1348,2156)
signatory: কর্তৃপক্ষ xyxy=(1499,2352,1528,2365)
classified-ad: প্লট বিক্রয়: সাভারে ৩ কাঠার প্লট, রাস্তার পাশে। মোবা: ০১৭১৫২৬৩৪৭৮। xyxy=(234,1014,434,1041)
